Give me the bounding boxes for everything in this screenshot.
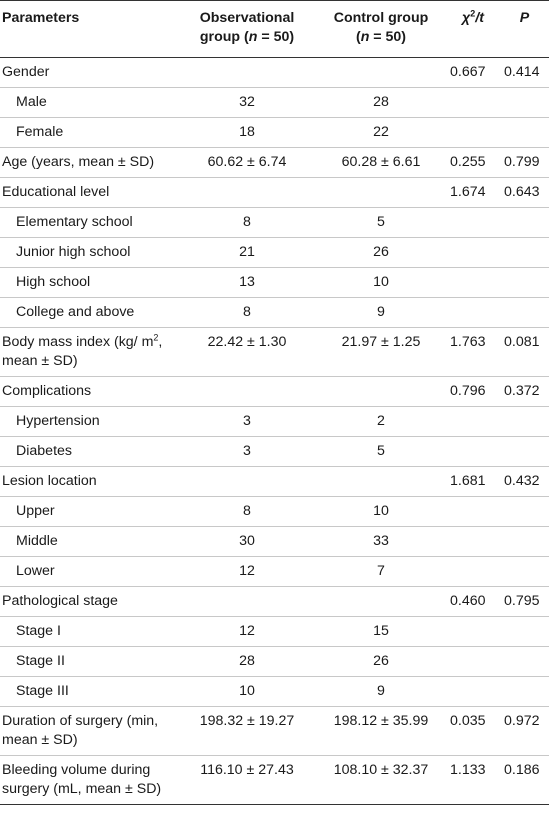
row-parameter-label: Elementary school bbox=[16, 214, 133, 230]
p-value bbox=[500, 88, 549, 118]
table-row bbox=[0, 298, 549, 328]
table-row bbox=[0, 557, 549, 587]
row-parameter-label: Junior high school bbox=[16, 244, 131, 260]
label-part: , mean ± SD) bbox=[2, 334, 163, 369]
observational-value: 12 bbox=[239, 623, 255, 639]
chi-square-t-value bbox=[446, 238, 500, 268]
chi-square-t-value bbox=[446, 557, 500, 587]
control-value: 21.97 ± 1.25 bbox=[341, 334, 421, 350]
table-header bbox=[0, 1, 549, 58]
p-value bbox=[500, 617, 549, 647]
header-control-n: n bbox=[360, 29, 370, 45]
table-row bbox=[0, 677, 549, 707]
chi-square-t-value: 0.035 bbox=[450, 713, 486, 729]
control-value: 15 bbox=[373, 623, 389, 639]
header-chi-sup: 2 bbox=[470, 8, 476, 19]
header-observational-line2-post: = 50) bbox=[257, 29, 295, 45]
observational-value bbox=[178, 178, 316, 208]
p-value bbox=[500, 208, 549, 238]
control-value: 26 bbox=[373, 244, 389, 260]
p-value bbox=[500, 677, 549, 707]
control-value: 10 bbox=[373, 503, 389, 519]
row-parameter-label: Lower bbox=[16, 563, 55, 579]
chi-square-t-value bbox=[446, 527, 500, 557]
chi-square-t-value: 1.763 bbox=[450, 334, 486, 350]
header-control-line2-post: = 50) bbox=[369, 29, 407, 45]
p-value bbox=[500, 268, 549, 298]
header-row bbox=[0, 1, 549, 58]
header-observational-group bbox=[178, 1, 316, 58]
observational-value bbox=[178, 467, 316, 497]
table-row bbox=[0, 238, 549, 268]
p-value bbox=[500, 497, 549, 527]
row-parameter-label: Middle bbox=[16, 533, 58, 549]
observational-value: 10 bbox=[239, 683, 255, 699]
table-row bbox=[0, 88, 549, 118]
header-control-line2-pre: ( bbox=[355, 29, 361, 45]
header-chi-square-t bbox=[446, 1, 500, 58]
observational-value: 198.32 ± 19.27 bbox=[199, 713, 295, 729]
chi-square-t-value bbox=[446, 407, 500, 437]
observational-value: 13 bbox=[239, 274, 255, 290]
chi-square-t-value bbox=[446, 497, 500, 527]
header-observational-n: n bbox=[248, 29, 258, 45]
control-value bbox=[316, 587, 446, 617]
chi-square-t-value bbox=[446, 437, 500, 467]
table-row bbox=[0, 148, 549, 178]
header-parameters: Parameters bbox=[2, 10, 80, 26]
p-value bbox=[500, 118, 549, 148]
table-row bbox=[0, 587, 549, 617]
table-row bbox=[0, 497, 549, 527]
chi-square-t-value bbox=[446, 118, 500, 148]
table-row bbox=[0, 437, 549, 467]
observational-value: 22.42 ± 1.30 bbox=[207, 334, 287, 350]
row-parameter-label: Age (years, mean ± SD) bbox=[2, 154, 155, 170]
control-value bbox=[316, 178, 446, 208]
p-value bbox=[500, 647, 549, 677]
chi-square-t-value: 0.460 bbox=[450, 593, 486, 609]
observational-value: 60.62 ± 6.74 bbox=[207, 154, 287, 170]
p-value bbox=[500, 527, 549, 557]
chi-square-t-value: 1.674 bbox=[450, 184, 486, 200]
row-parameter-label: Complications bbox=[2, 383, 92, 399]
row-parameter-label bbox=[0, 328, 178, 377]
row-parameter-label: Stage I bbox=[16, 623, 61, 639]
p-value: 0.643 bbox=[504, 184, 540, 200]
row-parameter-label: Bleeding volume during surgery (mL, mean ± SD) bbox=[2, 762, 162, 797]
observational-value: 3 bbox=[243, 413, 251, 429]
table-row bbox=[0, 647, 549, 677]
chi-square-t-value bbox=[446, 268, 500, 298]
control-value: 108.10 ± 32.37 bbox=[333, 762, 429, 778]
row-parameter-label: Pathological stage bbox=[2, 593, 118, 609]
p-value: 0.972 bbox=[504, 713, 540, 729]
label-part: Body mass index (kg/ m bbox=[2, 334, 154, 350]
observational-value: 3 bbox=[243, 443, 251, 459]
header-control-group bbox=[316, 1, 446, 58]
row-parameter-label: Male bbox=[16, 94, 47, 110]
table-row bbox=[0, 58, 549, 88]
chi-square-t-value bbox=[446, 647, 500, 677]
control-value bbox=[316, 467, 446, 497]
table-row bbox=[0, 467, 549, 497]
observational-value: 32 bbox=[239, 94, 255, 110]
chi-square-t-value: 1.133 bbox=[450, 762, 486, 778]
observational-value: 30 bbox=[239, 533, 255, 549]
chi-square-t-value: 0.796 bbox=[450, 383, 486, 399]
table-row bbox=[0, 756, 549, 805]
control-value: 9 bbox=[377, 683, 385, 699]
header-chi-base: χ bbox=[462, 10, 471, 26]
row-parameter-label: Lesion location bbox=[2, 473, 97, 489]
observational-value: 116.10 ± 27.43 bbox=[200, 762, 294, 778]
table-row bbox=[0, 118, 549, 148]
chi-square-t-value bbox=[446, 677, 500, 707]
p-value: 0.432 bbox=[504, 473, 540, 489]
control-value: 5 bbox=[377, 443, 385, 459]
table-body bbox=[0, 58, 549, 805]
table-row bbox=[0, 707, 549, 756]
row-parameter-label: Upper bbox=[16, 503, 55, 519]
table-row bbox=[0, 268, 549, 298]
observational-value: 8 bbox=[243, 503, 251, 519]
control-value: 22 bbox=[373, 124, 389, 140]
control-value: 5 bbox=[377, 214, 385, 230]
observational-value: 8 bbox=[243, 214, 251, 230]
chi-square-t-value: 1.681 bbox=[450, 473, 486, 489]
control-value: 26 bbox=[373, 653, 389, 669]
control-value: 198.12 ± 35.99 bbox=[333, 713, 429, 729]
table-row bbox=[0, 617, 549, 647]
p-value bbox=[500, 238, 549, 268]
p-value: 0.081 bbox=[504, 334, 540, 350]
row-parameter-label: Stage II bbox=[16, 653, 65, 669]
row-parameter-label: Gender bbox=[2, 64, 50, 80]
control-value: 9 bbox=[377, 304, 385, 320]
chi-square-t-value bbox=[446, 208, 500, 238]
header-p-value bbox=[500, 1, 549, 58]
row-parameter-label: College and above bbox=[16, 304, 135, 320]
chi-square-t-value bbox=[446, 298, 500, 328]
observational-value: 12 bbox=[239, 563, 255, 579]
observational-value bbox=[178, 58, 316, 88]
table-row bbox=[0, 527, 549, 557]
table-row bbox=[0, 377, 549, 407]
row-parameter-label: Female bbox=[16, 124, 64, 140]
header-observational-line1: Observational bbox=[199, 10, 295, 26]
observational-value bbox=[178, 587, 316, 617]
p-value bbox=[500, 557, 549, 587]
header-chi-suffix: /t bbox=[475, 10, 484, 26]
control-value: 7 bbox=[377, 563, 385, 579]
observational-value: 18 bbox=[239, 124, 255, 140]
observational-value bbox=[178, 377, 316, 407]
control-value: 28 bbox=[373, 94, 389, 110]
chi-square-t-value bbox=[446, 617, 500, 647]
header-p-label: P bbox=[519, 10, 530, 26]
chi-square-t-value: 0.667 bbox=[450, 64, 486, 80]
p-value: 0.799 bbox=[504, 154, 540, 170]
label-superscript: 2 bbox=[153, 332, 159, 343]
observational-value: 8 bbox=[243, 304, 251, 320]
row-parameter-label: Diabetes bbox=[16, 443, 72, 459]
p-value bbox=[500, 298, 549, 328]
table-row bbox=[0, 178, 549, 208]
control-value: 10 bbox=[373, 274, 389, 290]
p-value bbox=[500, 407, 549, 437]
control-value: 60.28 ± 6.61 bbox=[341, 154, 421, 170]
header-observational-line2-pre: group ( bbox=[199, 29, 249, 45]
p-value: 0.186 bbox=[504, 762, 540, 778]
header-control-line1: Control group bbox=[333, 10, 429, 26]
p-value: 0.795 bbox=[504, 593, 540, 609]
control-value bbox=[316, 377, 446, 407]
row-parameter-label: Hypertension bbox=[16, 413, 100, 429]
control-value: 33 bbox=[373, 533, 389, 549]
row-parameter-label: Duration of surgery (min, mean ± SD) bbox=[2, 713, 159, 748]
table-row bbox=[0, 208, 549, 238]
row-parameter-label: Educational level bbox=[2, 184, 110, 200]
control-value bbox=[316, 58, 446, 88]
table-row bbox=[0, 407, 549, 437]
control-value: 2 bbox=[377, 413, 385, 429]
table-row bbox=[0, 328, 549, 377]
p-value bbox=[500, 437, 549, 467]
observational-value: 21 bbox=[239, 244, 255, 260]
observational-value: 28 bbox=[239, 653, 255, 669]
p-value: 0.414 bbox=[504, 64, 540, 80]
chi-square-t-value: 0.255 bbox=[450, 154, 486, 170]
p-value: 0.372 bbox=[504, 383, 540, 399]
chi-square-t-value bbox=[446, 88, 500, 118]
row-parameter-label: High school bbox=[16, 274, 91, 290]
row-parameter-label: Stage III bbox=[16, 683, 69, 699]
